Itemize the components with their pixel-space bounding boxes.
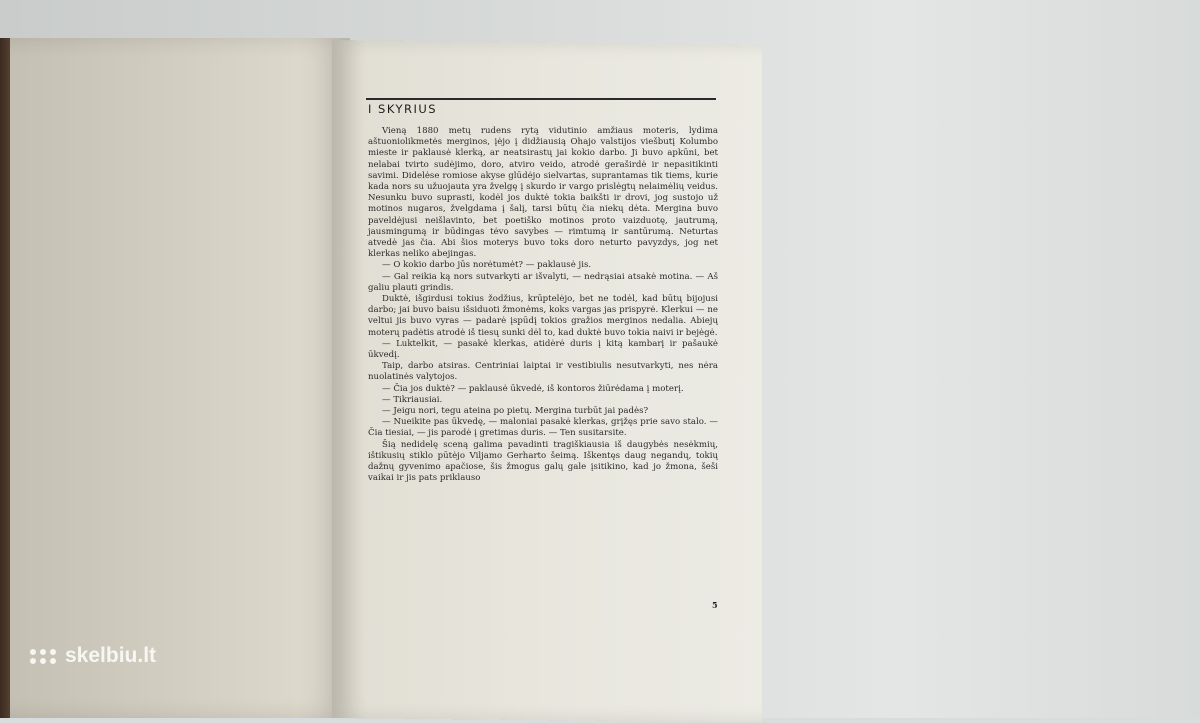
paragraph: — Nueikite pas ūkvedę, — maloniai pasakė klerkas, grįžęs prie savo stalo. — Čia tiesiai, — jis parodė į gretimas duris. — Ten susitarsite. (368, 417, 718, 439)
watermark-text: skelbiu.lt (65, 644, 157, 667)
watermark-logo-icon (30, 649, 57, 664)
watermark (30, 644, 156, 668)
paragraph: — O kokio darbo jūs norėtumėt? — paklausė jis. (382, 260, 592, 271)
paragraph: — Gal reikia ką nors sutvarkyti ar išvalyti, — nedrąsiai atsakė motina. — Aš galiu plauti grindis. (368, 271, 718, 293)
chapter-heading: I SKYRIUS (368, 102, 438, 116)
paragraph: — Jeigu nori, tegu ateina po pietų. Mergina turbūt jai padės? (382, 406, 649, 417)
paragraph: Duktė, išgirdusi tokius žodžius, krūptelėjo, bet ne todėl, kad būtų bijojusi darbo; jai buvo baisu išsiduoti žmonėms, koks vargas jas prispyrė. Klerkui — ne veltui jis buvo vyras — padarė įspūdį tokios gražios merginos nedalia. Abiejų moterų padėtis atrodė iš tiesų sunki dėl to, kad duktė buvo tokia naivi ir bejėgė. (368, 294, 718, 338)
paragraph: — Tikriausiai. (382, 394, 443, 405)
paragraph: Vieną 1880 metų rudens rytą vidutinio amžiaus moteris, lydima aštuoniolikmetės merginos, įėjo į didžiausią Ohajo valstijos viešbutį Kolumbo mieste ir paklausė klerką, ar neatsirastų jai kokio darbo. Ji buvo apkūni, bet nelabai tvirto sudėjimo, doro, atviro veido, atrodė geraširdė ir nepasitikinti savimi. Didelėse romiose akyse glūdėjo sielvartas, suprantamas tik tiems, kurie kada nors su užuojauta yra žvelgę į skurdo ir vargo prislėgtų nelaimėlių veidus. Nesunku buvo suprasti, kodėl jos duktė tokia baikšti ir drovi, jog sustojo už motinos nugaros, žvelgdama į šalį, tarsi būtų čia niekų dėta. Mergina buvo paveldėjusi neišlavinto, bet poetiško motinos proto vaizduotę, jautrumą, jausmingumą ir būdingas tėvo savybes — rimtumą ir santūrumą. Neturtas atvedė jas čia. Abi šios moterys buvo toks doro neturto pavyzdys, jog net klerkas neliko abejingas. (368, 126, 718, 260)
paragraph: Šią nedidelę sceną galima pavadinti tragiškiausia iš daugybės nesėkmių, ištikusių stiklo pūtėjo Viljamo Gerharto šeimą. Iškentęs daug negandų, tokių dažnų gyvenimo apačiose, šis žmogus galų gale įsitikino, kad jo žmona, šeši vaikai ir jis pats priklauso (368, 439, 718, 484)
heading-rule (366, 98, 716, 100)
left-page (10, 38, 350, 718)
paragraph: — Luktelkit, — pasakė klerkas, atidėrė duris į kitą kambarį ir pašaukė ūkvedį. (368, 338, 718, 361)
page-text (368, 126, 718, 485)
paragraph: — Čia jos duktė? — paklausė ūkvedė, iš kontoros žiūrėdama į moterį. (382, 383, 684, 394)
paragraph: Taip, darbo atsiras. Centriniai laiptai ir vestibiulis nesutvarkyti, nes nėra nuolatinės valytojos. (368, 361, 718, 383)
page-number: 5 (712, 600, 718, 610)
